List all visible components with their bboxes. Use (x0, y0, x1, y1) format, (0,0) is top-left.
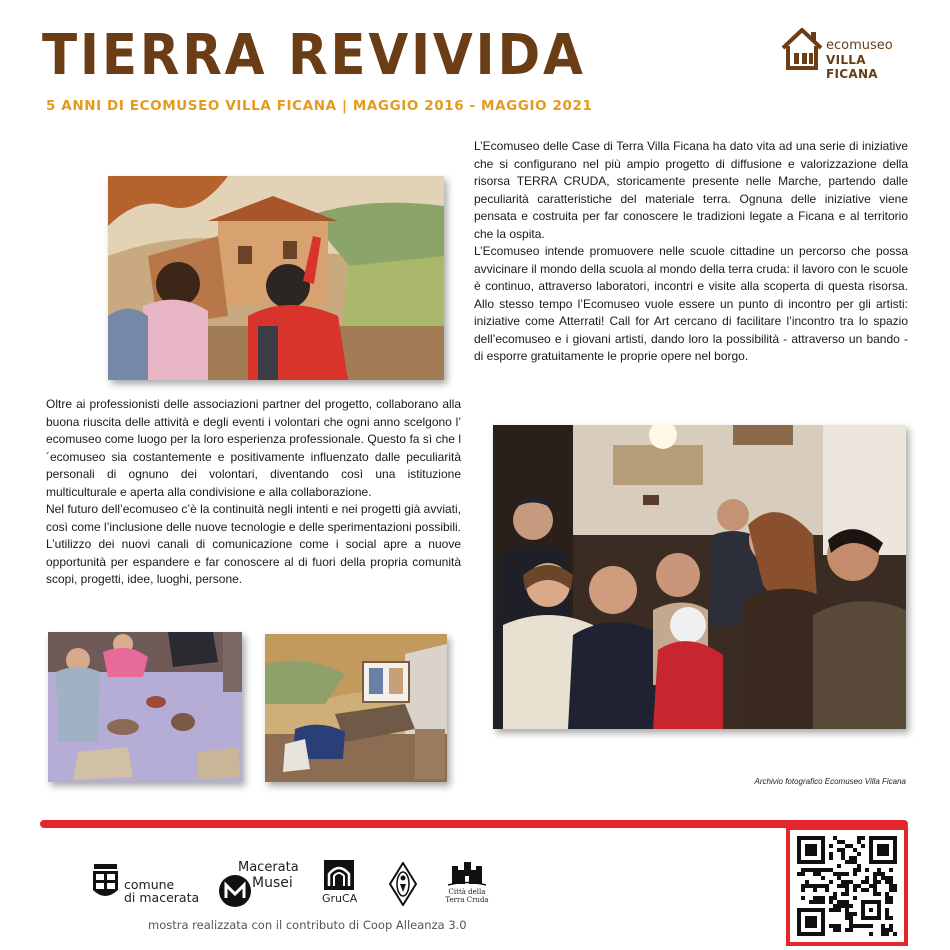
musei-line1: Macerata (238, 860, 299, 875)
text-block-right (474, 138, 908, 366)
ecomuseo-logo-line2: VILLA FICANA (826, 53, 878, 81)
photo-crowd-visitors (493, 425, 906, 729)
musei-mark-icon (218, 874, 252, 908)
paragraph: Nel futuro dell’ecomuseo c’è la continuità negli intenti e nei progetti già avviati, così come l’inclusione delle nuove tecnologie e delle sperimentazioni possibili. L’utilizzo dei nuovi canali di comunicazione come i social apre a nuove opportunità per espandere e far conoscere al di fuori della propria comunità scopi, progetti, idee, luoghi, persone. (46, 502, 461, 586)
footer-divider (40, 820, 908, 828)
logo-emblem (389, 862, 417, 906)
paragraph: L’Ecomuseo intende promuovere nelle scuole cittadine un percorso che possa avvicinare il mondo della scuola al mondo della terra cruda: il lavoro con le scuole è continuo, attraverso laboratori, incontri e visite alla scoperta di questa risorsa. Allo stesso tempo l’Ecomuseo vuole essere un punto di incontro per gli artisti: iniziative come Atterrati! Call for Art cercano di facilitare l’incontro tra lo spazio dell’ecomuseo e i giovani artisti, dando loro la possibilità - attraverso un bando - di esporre gratuitamente le proprie opere nel borgo. (474, 244, 908, 363)
ecomuseo-logo (780, 26, 910, 81)
logo-comune-di-macerata (92, 864, 212, 906)
text-block-left (46, 396, 461, 589)
photo-caption: Archivio fotografico Ecomuseo Villa Ficana (754, 777, 906, 786)
paragraph: Oltre ai professionisti delle associazioni partner del progetto, collaborano alla buona riuscita delle attività e degli eventi i volontari che ogni anno scelgono l’ ecomuseo come luogo per la loro esperienza professionale. Questo fa sì che l´ecomuseo sia costantemente e positivamente influenzato dalle peculiarità personali di ognuno dei volontari, diventando così una istituzione multiculturale e aperta alla condivisione e alla collaborazione. (46, 397, 461, 499)
paragraph: L’Ecomuseo delle Case di Terra Villa Ficana ha dato vita ad una serie di iniziative che si configurano nel più ampio progetto di diffusione e valorizzazione della risorsa TERRA CRUDA, storicamente presente nelle Marche, partendo dalle peculiarità caratteristiche del materiale terra. Ognuna delle iniziative viene pensata e costruita per far conoscere le tradizioni legate a Ficana e al territorio che la ospita. (474, 139, 908, 241)
page-title: TIERRA REVIVIDA (42, 23, 586, 88)
qr-code[interactable] (786, 826, 908, 946)
photo-children-mural (108, 176, 444, 380)
logo-gruca (322, 860, 356, 908)
musei-line2: Musei (252, 875, 293, 891)
emblem-icon (389, 862, 417, 906)
photo-clay-workshop (48, 632, 242, 782)
ecomuseo-logo-line1: ecomuseo (826, 38, 893, 53)
comune-line2: di macerata (124, 890, 200, 905)
coat-of-arms-icon (92, 864, 119, 902)
logo-macerata-musei (218, 858, 298, 908)
gruca-mark-icon (324, 860, 354, 890)
gruca-label: GruCA (322, 892, 358, 905)
page-subtitle: 5 ANNI DI ECOMUSEO VILLA FICANA | MAGGIO 2016 - MAGGIO 2021 (46, 98, 593, 114)
house-icon (780, 26, 824, 72)
photo-exhibit-display (265, 634, 447, 782)
exhibition-credit: mostra realizzata con il contributo di Coop Alleanza 3.0 (148, 918, 467, 932)
logo-citta-terra-cruda (444, 860, 490, 908)
comune-line1: comune (124, 877, 175, 892)
citta-label: Città della Terra Cruda (445, 888, 489, 904)
castle-icon (448, 860, 486, 886)
